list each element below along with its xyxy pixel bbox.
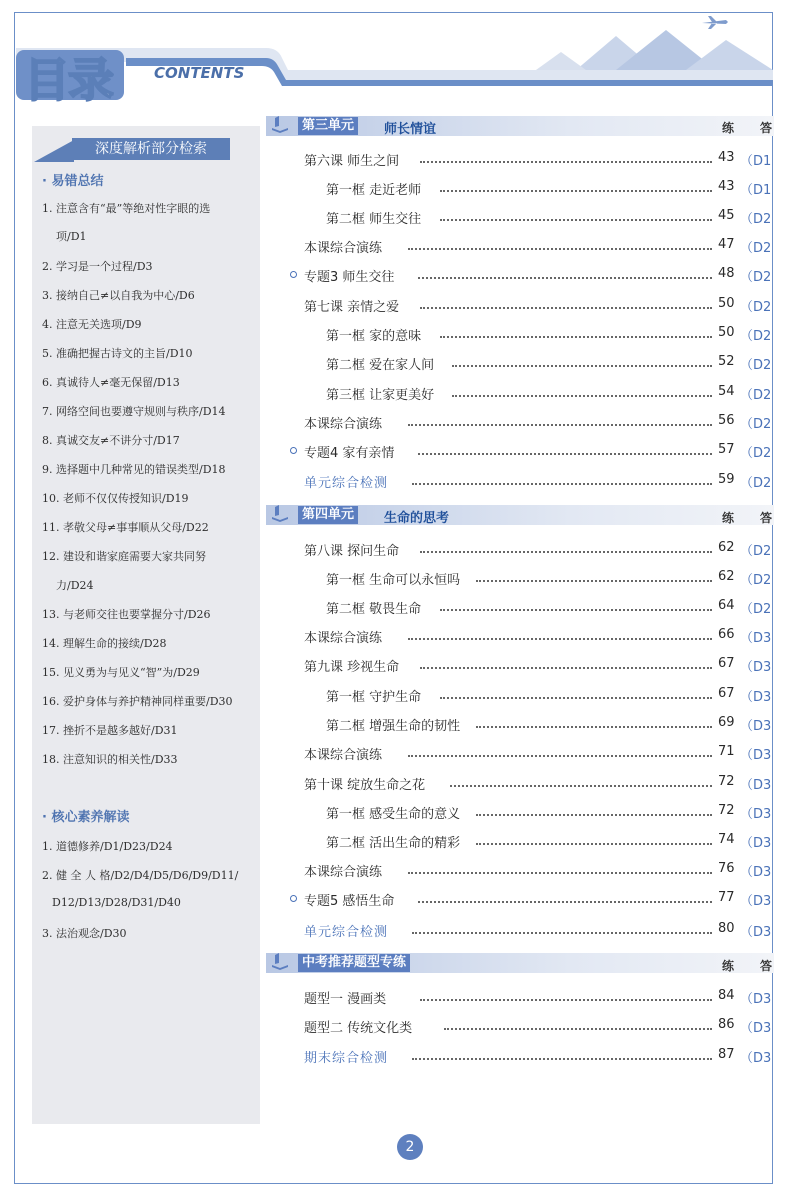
book-icon <box>270 951 290 971</box>
toc-row[interactable] <box>0 627 790 647</box>
toc-row[interactable] <box>0 150 790 170</box>
topic-marker-icon <box>290 895 297 902</box>
toc-answer-page: （D1 <box>740 154 772 169</box>
toc-entry-label: 第一框 家的意味 <box>326 329 422 344</box>
toc-page-number: 66 <box>718 627 735 642</box>
list-item: 力/D24 <box>56 579 94 592</box>
list-item: 12. 建设和谐家庭需要大家共同努 <box>42 550 206 563</box>
logo-title: 目录 <box>24 53 112 107</box>
toc-row[interactable] <box>0 266 790 286</box>
toc-page-number: 62 <box>718 540 735 555</box>
toc-answer-page: （D2 <box>740 544 772 559</box>
dot-leader <box>440 325 712 338</box>
dot-leader <box>418 890 712 903</box>
dot-leader <box>452 384 712 397</box>
toc-page-number: 67 <box>718 686 735 701</box>
dot-leader <box>476 715 712 728</box>
unit3-tag: 第三单元 <box>298 117 358 135</box>
toc-answer-page: （D3 <box>740 1021 772 1036</box>
dot-leader <box>412 921 712 934</box>
toc-row[interactable] <box>0 208 790 228</box>
toc-page-number: 43 <box>718 179 735 194</box>
toc-entry-label: 第二框 爱在家人间 <box>326 358 435 373</box>
dot-leader <box>408 237 712 250</box>
toc-page-number: 47 <box>718 237 735 252</box>
toc-row[interactable] <box>0 774 790 794</box>
list-item: 1. 道德修养/D1/D23/D24 <box>42 840 173 853</box>
toc-page-number: 87 <box>718 1047 735 1062</box>
toc-page-number: 45 <box>718 208 735 223</box>
toc-answer-page: （D3 <box>740 778 772 793</box>
toc-entry-label: 本课综合演练 <box>304 417 383 432</box>
list-item: 15. 见义勇为与见义“智”为/D29 <box>42 666 200 679</box>
toc-entry-label: 本课综合演练 <box>304 241 383 256</box>
dot-leader <box>444 1017 712 1030</box>
toc-answer-page: （D3 <box>740 836 772 851</box>
book-icon <box>270 503 290 523</box>
toc-entry-label: 第二框 增强生命的韧性 <box>326 719 461 734</box>
toc-entry-label: 第九课 珍视生命 <box>304 660 400 675</box>
dot-leader <box>408 413 712 426</box>
dot-leader <box>418 442 712 455</box>
page-number: 2 <box>397 1134 423 1160</box>
dot-leader <box>476 832 712 845</box>
toc-answer-page: （D3 <box>740 865 772 880</box>
toc-row[interactable] <box>0 540 790 560</box>
toc-row[interactable] <box>0 1017 790 1037</box>
toc-row[interactable] <box>0 988 790 1008</box>
toc-answer-page: （D3 <box>740 992 772 1007</box>
toc-row[interactable] <box>0 744 790 764</box>
toc-row[interactable] <box>0 686 790 706</box>
toc-answer-page: （D2 <box>740 476 772 491</box>
toc-answer-page: （D3 <box>740 719 772 734</box>
toc-page-number: 56 <box>718 413 735 428</box>
topic-marker-icon <box>290 271 297 278</box>
section-error-summary: · 易错总结 <box>42 174 104 189</box>
dot-leader <box>412 472 712 485</box>
toc-page-number: 74 <box>718 832 735 847</box>
toc-answer-page: （D2 <box>740 417 772 432</box>
toc-entry-label: 第一框 走近老师 <box>326 183 422 198</box>
toc-entry-label: 第七课 亲情之爱 <box>304 300 400 315</box>
column-practice: 练 <box>722 959 735 973</box>
toc-answer-page: （D3 <box>740 690 772 705</box>
unit4-title: 生命的思考 <box>384 511 450 526</box>
toc-entry-label: 第二框 敬畏生命 <box>326 602 422 617</box>
dot-leader <box>440 598 712 611</box>
toc-row[interactable] <box>0 325 790 345</box>
toc-row[interactable] <box>0 890 790 910</box>
dot-leader <box>440 208 712 221</box>
list-item: 9. 选择题中几种常见的错误类型/D18 <box>42 463 226 476</box>
toc-row[interactable] <box>0 832 790 852</box>
toc-entry-label: 第六课 师生之间 <box>304 154 400 169</box>
toc-page-number: 86 <box>718 1017 735 1032</box>
dot-leader <box>420 540 712 553</box>
toc-row[interactable] <box>0 921 790 941</box>
toc-row[interactable] <box>0 1047 790 1067</box>
toc-answer-page: （D3 <box>740 748 772 763</box>
toc-page-number: 80 <box>718 921 735 936</box>
dot-leader <box>420 150 712 163</box>
toc-entry-label: 第二框 师生交往 <box>326 212 422 227</box>
toc-row[interactable] <box>0 413 790 433</box>
dot-leader <box>420 988 712 1001</box>
exam-section-tag: 中考推荐题型专练 <box>298 954 410 972</box>
list-item: 6. 真诚待人≠毫无保留/D13 <box>42 376 180 389</box>
toc-entry-label: 本课综合演练 <box>304 631 383 646</box>
toc-entry-label: 单元综合检测 <box>304 925 389 940</box>
list-item: 3. 法治观念/D30 <box>42 927 127 940</box>
list-item: 11. 孝敬父母≠事事顺从父母/D22 <box>42 521 209 534</box>
list-item: 18. 注意知识的相关性/D33 <box>42 753 178 766</box>
toc-answer-page: （D2 <box>740 602 772 617</box>
toc-entry-label: 第一框 守护生命 <box>326 690 422 705</box>
column-answer: 答 <box>760 959 773 973</box>
toc-entry-label: 专题3 师生交往 <box>304 270 395 285</box>
dot-leader <box>420 296 712 309</box>
list-item: 1. 注意含有“最”等绝对性字眼的选 <box>42 202 211 215</box>
toc-row[interactable] <box>0 354 790 374</box>
column-practice: 练 <box>722 121 735 135</box>
list-item: 4. 注意无关选项/D9 <box>42 318 142 331</box>
dot-leader <box>440 686 712 699</box>
toc-page-number: 77 <box>718 890 735 905</box>
toc-answer-page: （D2 <box>740 300 772 315</box>
toc-answer-page: （D3 <box>740 807 772 822</box>
header-banner <box>16 28 773 98</box>
toc-page-number: 69 <box>718 715 735 730</box>
toc-answer-page: （D3 <box>740 631 772 646</box>
list-item: 10. 老师不仅仅传授知识/D19 <box>42 492 189 505</box>
toc-row[interactable] <box>0 569 790 589</box>
toc-entry-label: 第十课 绽放生命之花 <box>304 778 426 793</box>
toc-page-number: 54 <box>718 384 735 399</box>
dot-leader <box>408 744 712 757</box>
topic-marker-icon <box>290 447 297 454</box>
toc-page-number: 50 <box>718 296 735 311</box>
toc-entry-label: 题型二 传统文化类 <box>304 1021 413 1036</box>
toc-page-number: 62 <box>718 569 735 584</box>
toc-entry-label: 第二框 活出生命的精彩 <box>326 836 461 851</box>
column-answer: 答 <box>760 121 773 135</box>
toc-page-number: 67 <box>718 656 735 671</box>
toc-answer-page: （D2 <box>740 212 772 227</box>
toc-page-number: 50 <box>718 325 735 340</box>
toc-page-number: 84 <box>718 988 735 1003</box>
toc-page-number: 72 <box>718 774 735 789</box>
toc-entry-label: 本课综合演练 <box>304 865 383 880</box>
list-item: D12/D13/D28/D31/D40 <box>52 896 181 909</box>
section-core-literacy: · 核心素养解读 <box>42 810 130 825</box>
toc-entry-label: 第一框 感受生命的意义 <box>326 807 461 822</box>
toc-entry-label: 期末综合检测 <box>304 1051 389 1066</box>
column-practice: 练 <box>722 511 735 525</box>
toc-page-number: 64 <box>718 598 735 613</box>
list-item: 7. 网络空间也要遵守规则与秩序/D14 <box>42 405 226 418</box>
contents-word: CONTENTS <box>154 64 245 82</box>
toc-page-number: 48 <box>718 266 735 281</box>
toc-row[interactable] <box>0 179 790 199</box>
toc-row[interactable] <box>0 237 790 257</box>
column-answer: 答 <box>760 511 773 525</box>
airplane-icon <box>700 14 730 30</box>
dot-leader <box>476 803 712 816</box>
toc-answer-page: （D2 <box>740 446 772 461</box>
toc-page-number: 52 <box>718 354 735 369</box>
list-item: 14. 理解生命的接续/D28 <box>42 637 167 650</box>
toc-row[interactable] <box>0 861 790 881</box>
dot-leader <box>476 569 712 582</box>
unit4-tag: 第四单元 <box>298 506 358 524</box>
toc-row[interactable] <box>0 715 790 735</box>
toc-answer-page: （D2 <box>740 270 772 285</box>
list-item: 5. 准确把握古诗文的主旨/D10 <box>42 347 193 360</box>
list-item: 项/D1 <box>56 230 87 243</box>
dot-leader <box>420 656 712 669</box>
toc-page-number: 43 <box>718 150 735 165</box>
dot-leader <box>418 266 712 279</box>
dot-leader <box>440 179 712 192</box>
toc-answer-page: （D2 <box>740 358 772 373</box>
list-item: 8. 真诚交友≠不讲分寸/D17 <box>42 434 180 447</box>
list-item: 2. 健 全 人 格/D2/D4/D5/D6/D9/D11/ <box>42 869 239 882</box>
toc-page-number: 76 <box>718 861 735 876</box>
dot-leader <box>450 774 712 787</box>
toc-entry-label: 第一框 生命可以永恒吗 <box>326 573 461 588</box>
list-item: 3. 接纳自己≠以自我为中心/D6 <box>42 289 195 302</box>
toc-entry-label: 题型一 漫画类 <box>304 992 387 1007</box>
toc-entry-label: 本课综合演练 <box>304 748 383 763</box>
toc-answer-page: （D3 <box>740 1051 772 1066</box>
toc-row[interactable] <box>0 296 790 316</box>
toc-page-number: 59 <box>718 472 735 487</box>
list-item: 13. 与老师交往也要掌握分寸/D26 <box>42 608 211 621</box>
sidebar-title: 深度解析部分检索 <box>72 138 230 160</box>
toc-page-number: 71 <box>718 744 735 759</box>
toc-entry-label: 单元综合检测 <box>304 476 389 491</box>
toc-entry-label: 专题4 家有亲情 <box>304 446 395 461</box>
toc-entry-label: 第三框 让家更美好 <box>326 388 435 403</box>
toc-entry-label: 第八课 探问生命 <box>304 544 400 559</box>
toc-row[interactable] <box>0 472 790 492</box>
dot-leader <box>408 861 712 874</box>
toc-row[interactable] <box>0 384 790 404</box>
toc-row[interactable] <box>0 598 790 618</box>
list-item: 16. 爱护身体与养护精神同样重要/D30 <box>42 695 233 708</box>
list-item: 2. 学习是一个过程/D3 <box>42 260 153 273</box>
toc-page-number: 57 <box>718 442 735 457</box>
toc-answer-page: （D3 <box>740 660 772 675</box>
toc-answer-page: （D2 <box>740 573 772 588</box>
toc-entry-label: 专题5 感悟生命 <box>304 894 395 909</box>
toc-answer-page: （D1 <box>740 183 772 198</box>
toc-answer-page: （D3 <box>740 925 772 940</box>
dot-leader <box>412 1047 712 1060</box>
dot-leader <box>408 627 712 640</box>
toc-row[interactable] <box>0 442 790 462</box>
toc-answer-page: （D2 <box>740 241 772 256</box>
book-icon <box>270 114 290 134</box>
dot-leader <box>452 354 712 367</box>
toc-answer-page: （D3 <box>740 894 772 909</box>
toc-page-number: 72 <box>718 803 735 818</box>
toc-answer-page: （D2 <box>740 329 772 344</box>
toc-row[interactable] <box>0 803 790 823</box>
toc-answer-page: （D2 <box>740 388 772 403</box>
unit3-title: 师长情谊 <box>384 122 437 137</box>
toc-row[interactable] <box>0 656 790 676</box>
list-item: 17. 挫折不是越多越好/D31 <box>42 724 178 737</box>
